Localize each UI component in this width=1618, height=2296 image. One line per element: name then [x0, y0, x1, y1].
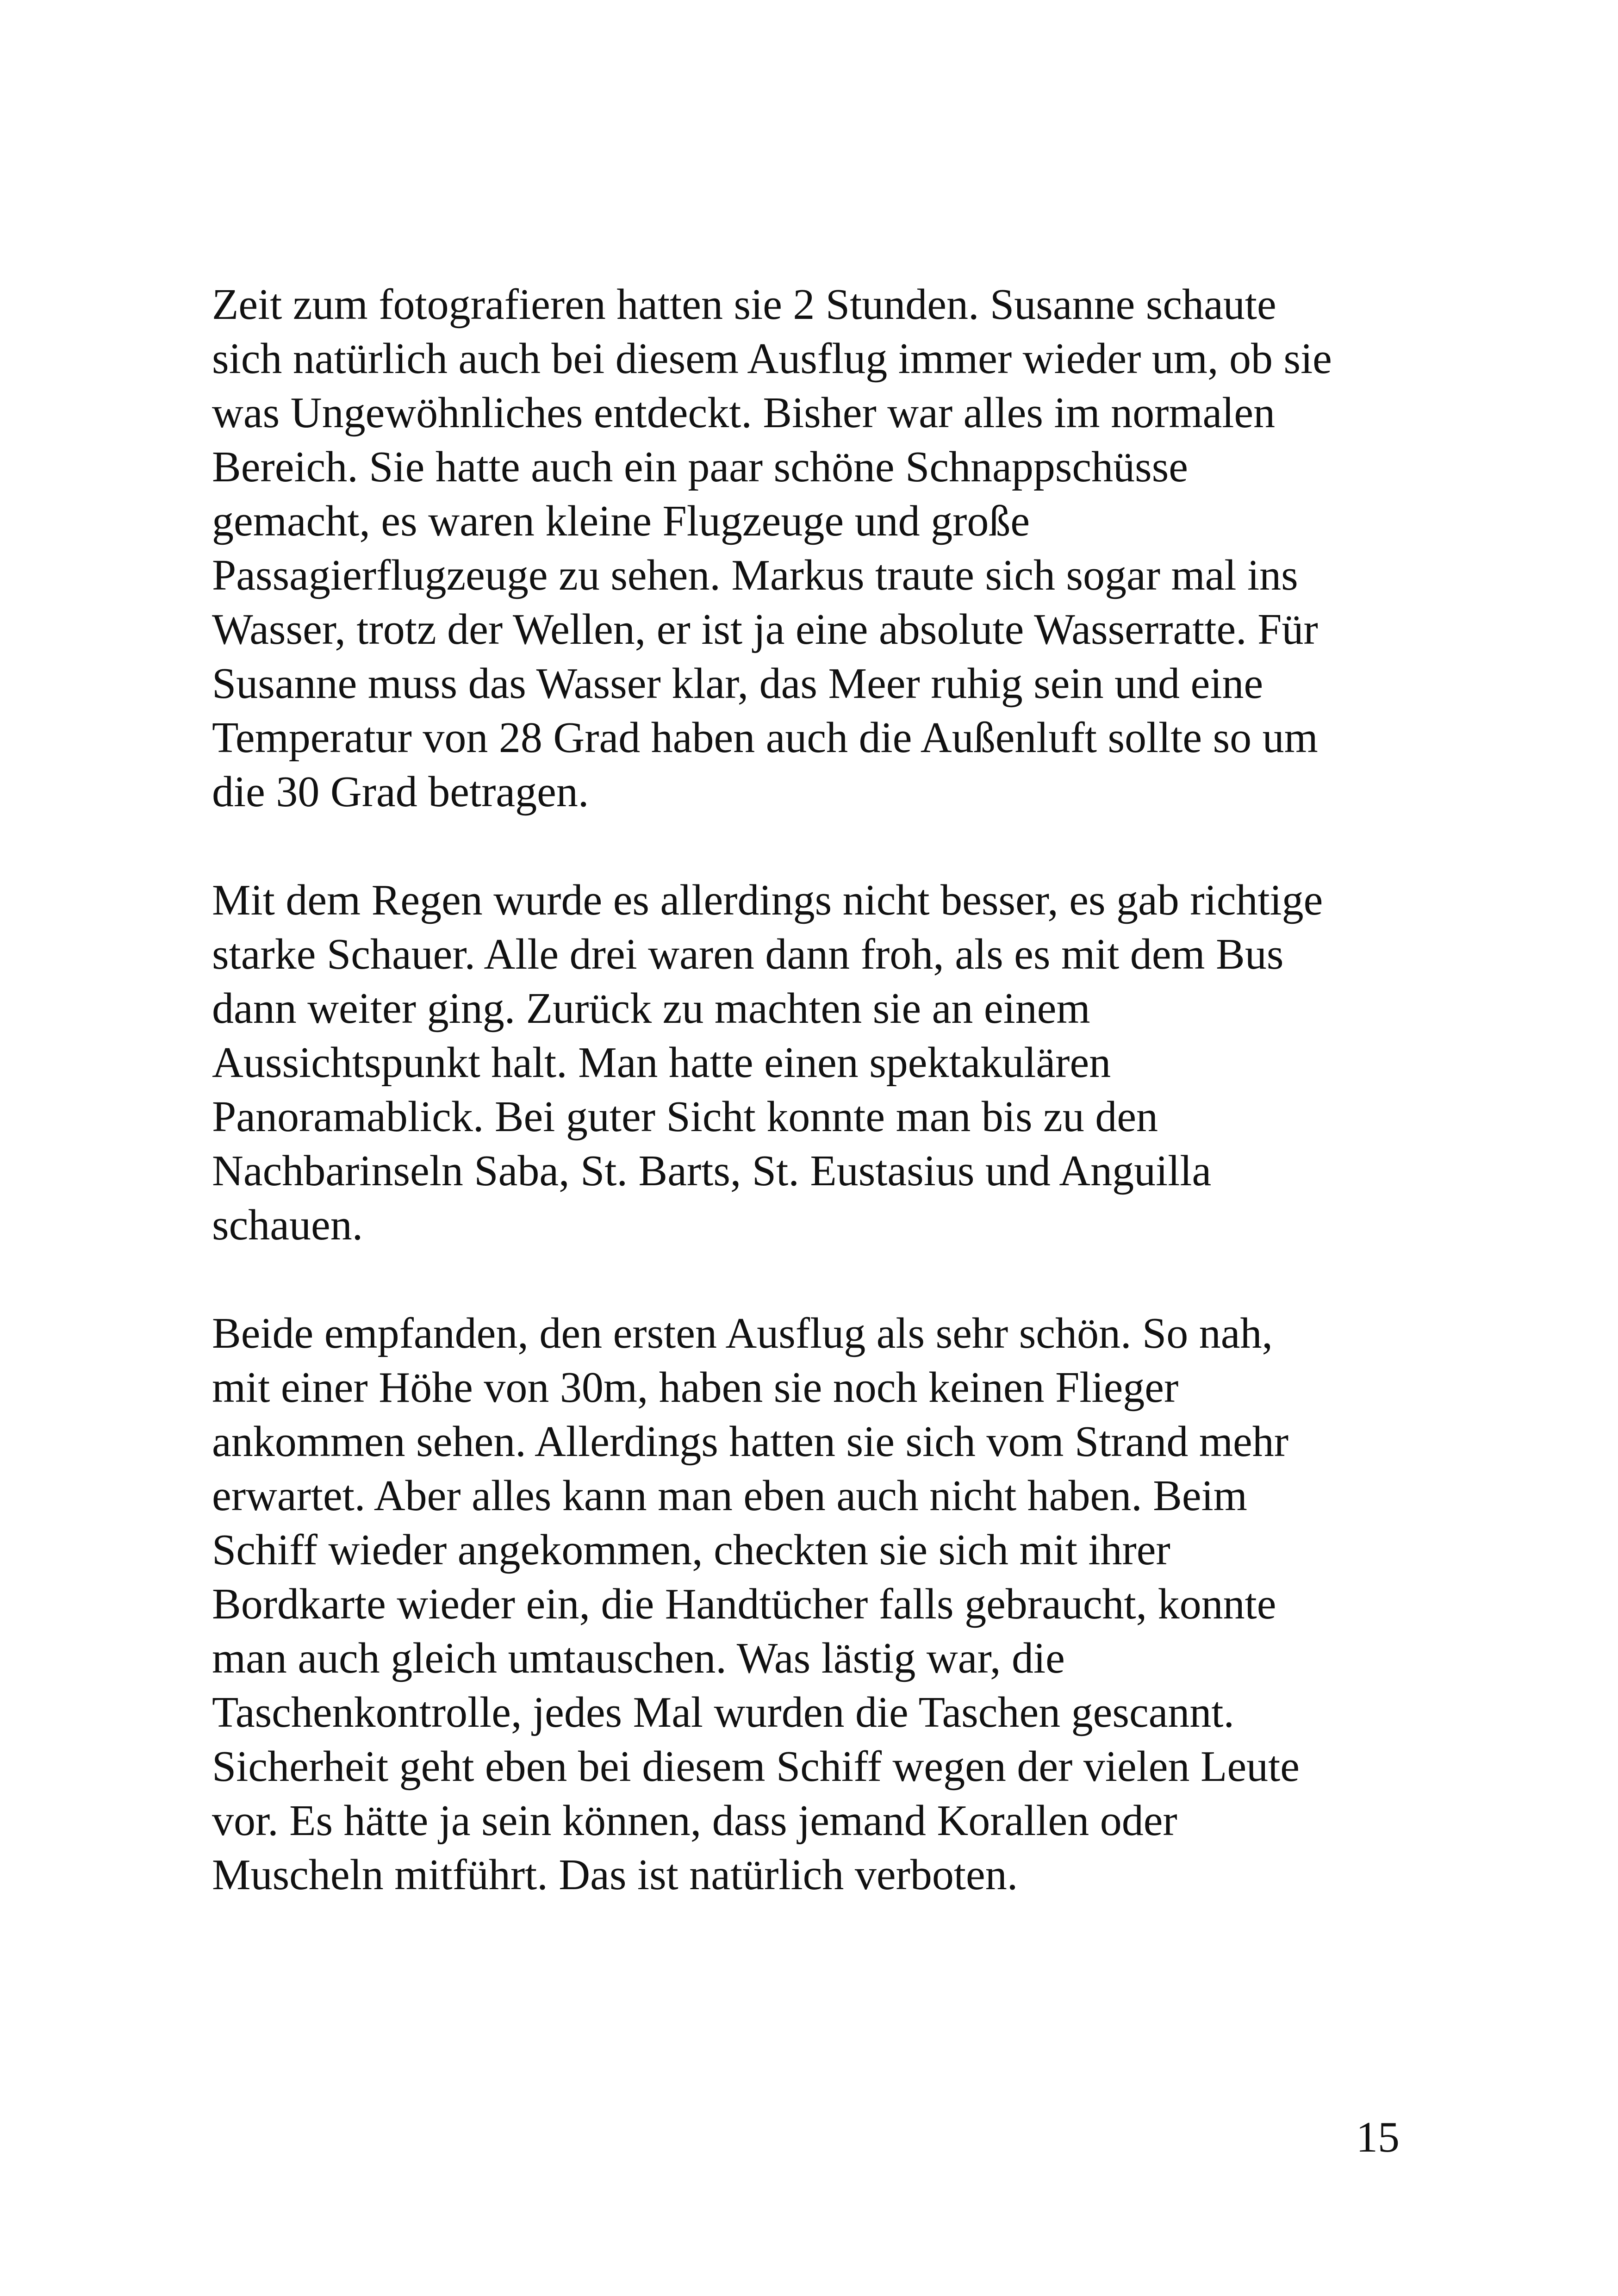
text-line: starke Schauer. Alle drei waren dann froh, als es mit dem Bus	[212, 930, 1284, 978]
paragraph-2	[212, 873, 1434, 1252]
page-number: 15	[1356, 2113, 1400, 2161]
text-line: Zeit zum fotografieren hatten sie 2 Stunden. Susanne schaute	[212, 280, 1276, 329]
text-line: Aussichtspunkt halt. Man hatte einen spektakulären	[212, 1039, 1111, 1087]
text-line: Panoramablick. Bei guter Sicht konnte man bis zu den	[212, 1093, 1158, 1141]
paragraph-spacer	[212, 819, 1434, 873]
text-line: dann weiter ging. Zurück zu machten sie an einem	[212, 984, 1090, 1033]
text-line: schauen.	[212, 1201, 363, 1249]
text-line: was Ungewöhnliches entdeckt. Bisher war alles im normalen	[212, 389, 1276, 437]
text-line: die 30 Grad betragen.	[212, 768, 589, 816]
paragraph-3	[212, 1307, 1434, 1902]
text-line: Bordkarte wieder ein, die Handtücher falls gebraucht, konnte	[212, 1580, 1276, 1628]
text-line: Mit dem Regen wurde es allerdings nicht besser, es gab richtige	[212, 876, 1323, 924]
text-line: Beide empfanden, den ersten Ausflug als sehr schön. So nah,	[212, 1309, 1273, 1357]
body-text	[212, 278, 1434, 1902]
text-line: Nachbarinseln Saba, St. Barts, St. Eustasius und Anguilla	[212, 1147, 1212, 1195]
text-line: sich natürlich auch bei diesem Ausflug immer wieder um, ob sie	[212, 335, 1332, 383]
text-line: Temperatur von 28 Grad haben auch die Außenluft sollte so um	[212, 714, 1318, 762]
text-line: erwartet. Aber alles kann man eben auch nicht haben. Beim	[212, 1472, 1247, 1520]
text-line: Schiff wieder angekommen, checkten sie sich mit ihrer	[212, 1526, 1170, 1574]
text-line: Taschenkontrolle, jedes Mal wurden die Taschen gescannt.	[212, 1688, 1235, 1736]
text-line: gemacht, es waren kleine Flugzeuge und große	[212, 497, 1030, 545]
text-line: mit einer Höhe von 30m, haben sie noch keinen Flieger	[212, 1363, 1179, 1412]
text-line: Susanne muss das Wasser klar, das Meer ruhig sein und eine	[212, 660, 1263, 708]
text-line: ankommen sehen. Allerdings hatten sie sich vom Strand mehr	[212, 1418, 1289, 1466]
text-line: Muscheln mitführt. Das ist natürlich verboten.	[212, 1851, 1018, 1899]
text-line: Passagierflugzeuge zu sehen. Markus traute sich sogar mal ins	[212, 551, 1298, 599]
text-line: man auch gleich umtauschen. Was lästig war, die	[212, 1634, 1065, 1682]
text-line: vor. Es hätte ja sein können, dass jemand Korallen oder	[212, 1797, 1177, 1845]
paragraph-1	[212, 278, 1434, 819]
text-line: Sicherheit geht eben bei diesem Schiff wegen der vielen Leute	[212, 1742, 1300, 1791]
text-line: Bereich. Sie hatte auch ein paar schöne Schnappschüsse	[212, 443, 1189, 491]
text-line: Wasser, trotz der Wellen, er ist ja eine absolute Wasserratte. Für	[212, 605, 1318, 653]
paragraph-spacer	[212, 1252, 1434, 1307]
